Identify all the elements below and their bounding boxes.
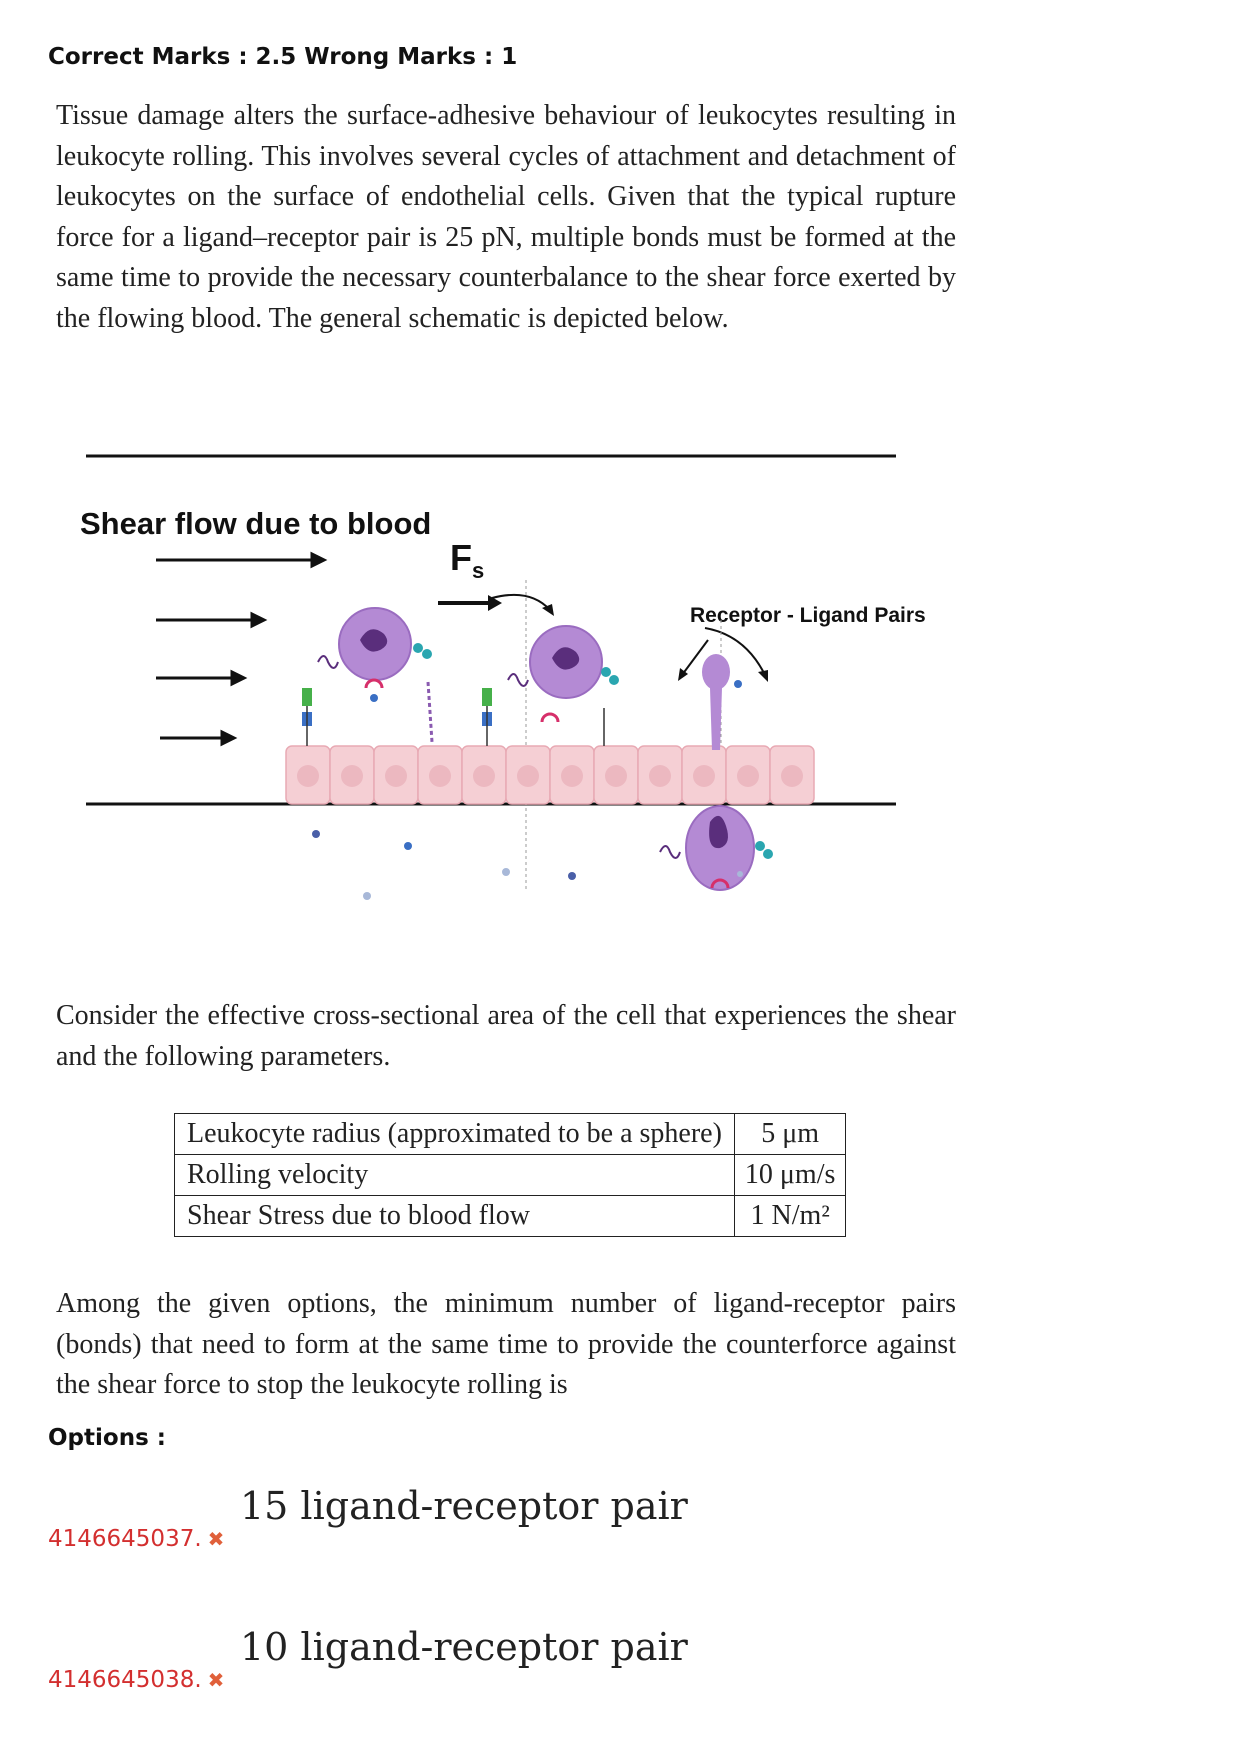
table-row bbox=[175, 1155, 846, 1196]
option-2-text[interactable]: 10 ligand-receptor pair bbox=[240, 1625, 688, 1669]
wrong-mark-icon: ✖ bbox=[207, 1527, 225, 1551]
question-ask: Among the given options, the minimum number of ligand-receptor pairs (bonds) that need to form at the same time to provide the counterforce against the shear force to stop the leukocyte rolling is bbox=[56, 1288, 956, 1400]
option-2-id[interactable] bbox=[48, 1667, 224, 1693]
marks-header: Correct Marks : 2.5 Wrong Marks : 1 bbox=[48, 44, 518, 70]
param-value: 5 μm bbox=[734, 1114, 845, 1155]
wrong-mark-icon: ✖ bbox=[207, 1668, 225, 1692]
pairs-label: Receptor - Ligand Pairs bbox=[690, 604, 926, 627]
param-value: 10 μm/s bbox=[734, 1155, 845, 1196]
flow-arrows bbox=[156, 554, 324, 744]
option-1-id[interactable] bbox=[48, 1526, 224, 1552]
table-row bbox=[175, 1196, 846, 1237]
leukocyte-1 bbox=[318, 608, 432, 702]
parameter-table bbox=[174, 1113, 846, 1237]
param-value: 1 N/m² bbox=[734, 1196, 845, 1237]
param-label: Rolling velocity bbox=[175, 1155, 735, 1196]
endothelial-layer bbox=[286, 746, 814, 804]
option-1-number: 4146645037. bbox=[48, 1526, 202, 1552]
options-label: Options : bbox=[48, 1425, 166, 1451]
param-label: Leukocyte radius (approximated to be a sphere) bbox=[175, 1114, 735, 1155]
force-label: $F_s$ bbox=[450, 537, 485, 583]
table-row bbox=[175, 1114, 846, 1155]
option-1-text[interactable]: 15 ligand-receptor pair bbox=[240, 1484, 688, 1528]
question-consider: Consider the effective cross-sectional area of the cell that experiences the shear and the following parameters. bbox=[56, 1000, 956, 1072]
leukocyte-2 bbox=[508, 626, 619, 722]
flow-label: Shear flow due to blood bbox=[80, 506, 432, 541]
question-intro: Tissue damage alters the surface-adhesive behaviour of leukocytes resulting in leukocyte rolling. This involves several cycles of attachment and detachment of leukocytes on the surface of endothelial cells. Given that the typical rupture force for a ligand–receptor pair is 25 pN, multiple bonds must be formed at the same time to provide the necessary counterbalance to the shear force exerted by the flowing blood. The general schematic is depicted below. bbox=[56, 100, 956, 334]
param-label: Shear Stress due to blood flow bbox=[175, 1196, 735, 1237]
leukocyte-rolling-diagram bbox=[80, 450, 926, 920]
option-2-number: 4146645038. bbox=[48, 1667, 202, 1693]
